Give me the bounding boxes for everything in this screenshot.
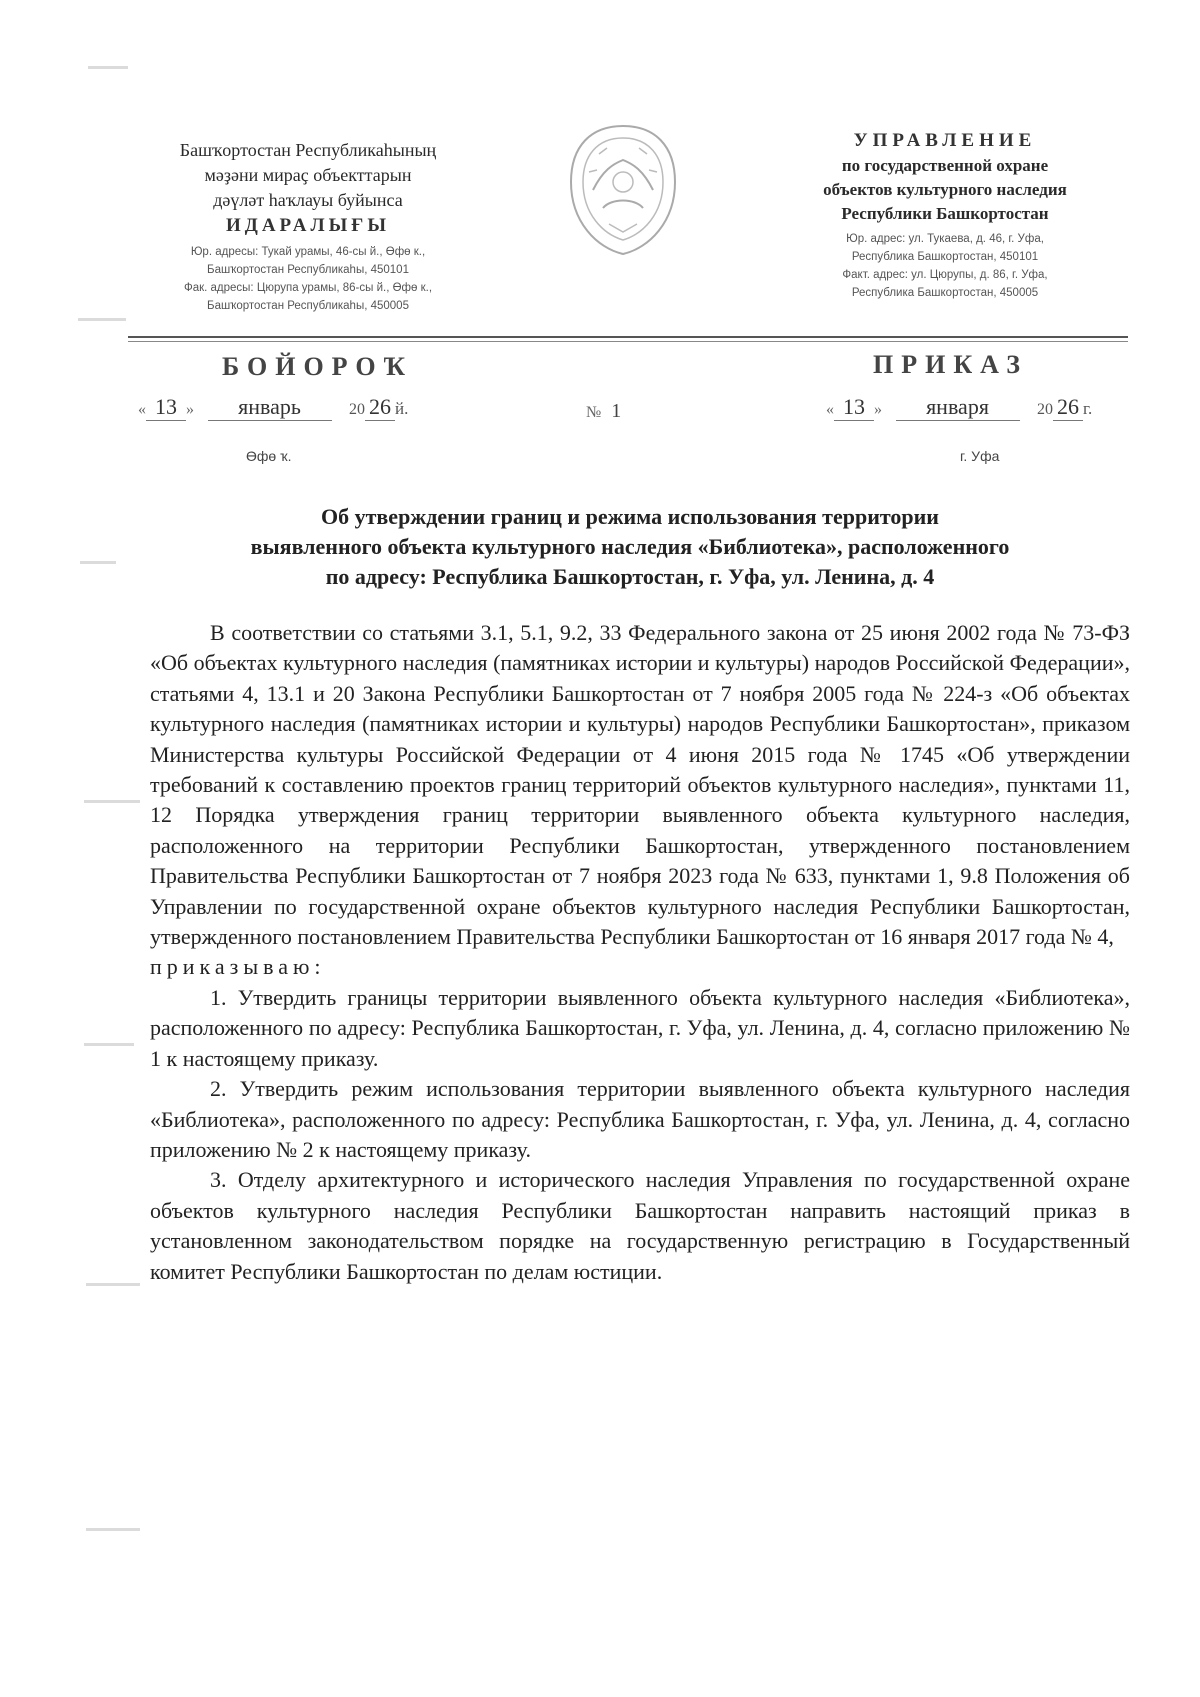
- order-item-2: 2. Утвердить режим использования территории выявленного объекта культурного наследия «Библиотека», расположенного по адресу: Республика Башкортостан, г. Уфа, ул. Ленина, д. 4, согласно приложению № 2 к настоящему приказу.: [150, 1076, 1130, 1162]
- org-name-line: Республики Башкортостан: [841, 204, 1049, 223]
- org-address: Юр. адресы: Тукай урамы, 46-сы й., Өфө к., Башҡортостан Республикаһы, 450101 Фак. адресы: Цюрупа урамы, 86-сы й., Өфө к., Башҡортостан Республикаһы, 450005: [183, 246, 433, 312]
- scan-speck: [84, 800, 140, 803]
- scan-speck: [86, 1283, 140, 1286]
- org-name-line: дәүләт һаҡлауы буйынса: [213, 190, 403, 210]
- date-day: 13: [146, 394, 186, 421]
- org-title: ИДАРАЛЫҒЫ: [225, 215, 391, 236]
- city-russian: г. Уфа: [960, 448, 1000, 464]
- order-item-3: 3. Отделу архитектурного и исторического наследия Управления по государственной охране объектов культурного наследия Республики Башкортостан направить настоящий приказ в установленном законодательством порядке на государственную регистрацию в Государственный комитет Республики Башкортостан по делам юстиции.: [150, 1167, 1130, 1284]
- order-number: № 1: [586, 400, 622, 422]
- order-item-1: 1. Утвердить границы территории выявленного объекта культурного наследия «Библиотека», расположенного по адресу: Республика Башкортостан, г. Уфа, ул. Ленина, д. 4, согласно приложению № 1 к настоящему приказу.: [150, 984, 1130, 1071]
- date-month: января: [896, 394, 1020, 421]
- date-month: январь: [208, 394, 332, 421]
- org-title: УПРАВЛЕНИЕ: [853, 130, 1037, 151]
- org-name-line: объектов культурного наследия: [823, 180, 1067, 199]
- org-name-line: Башҡортостан Республикаһының: [179, 140, 437, 160]
- header-divider: [128, 341, 1128, 342]
- scan-speck: [78, 318, 126, 321]
- coat-of-arms-icon: [563, 120, 683, 260]
- scan-speck: [88, 66, 128, 69]
- doc-type-russian: ПРИКАЗ: [873, 350, 1029, 379]
- scan-speck: [80, 561, 116, 564]
- city-bashkir: Өфө ҡ.: [246, 448, 292, 464]
- date-day: 13: [834, 394, 874, 421]
- header-divider: [128, 336, 1128, 338]
- doc-type-bashkir: БОЙОРОҠ: [222, 352, 414, 381]
- letterhead-russian: [760, 128, 1130, 302]
- document-body: [150, 618, 1130, 1287]
- org-name-line: мәҙәни мираҫ объекттарын: [204, 165, 412, 185]
- date-year: 26: [365, 394, 395, 421]
- letterhead-bashkir: [128, 138, 488, 315]
- preamble-paragraph: В соответствии со статьями 3.1, 5.1, 9.2, 33 Федерального закона от 25 июня 2002 года № 73-ФЗ «Об объектах культурного наследия (памятниках истории и культуры) народов Российской Федерации», статьями 4, 13.1 и 20 Закона Республики Башкортостан от 7 ноября 2005 года № 224-з «Об объектах культурного наследия (памятниках истории и культуры) народов Республики Башкортостан», приказом Министерства культуры Российской Федерации от 4 июня 2015 года № 1745 «Об утверждении требований к составлению проектов границ территорий объектов культурного наследия», пунктами 11, 12 Порядка утверждения границ территории выявленного объекта культурного наследия, расположенного на территории Республики Башкортостан, утвержденного постановлением Правительства Республики Башкортостан от 7 ноября 2023 года № 633, пунктами 1, 9.8 Положения об Управлении по государственной охране объектов культурного наследия Республики Башкортостан, утвержденного постановлением Правительства Республики Башкортостан от 16 января 2017 года № 4, приказываю:: [150, 618, 1130, 983]
- date-bashkir: « 13 » январь 20 26 й.: [138, 394, 409, 419]
- scan-speck: [84, 1043, 134, 1046]
- order-word: приказываю:: [150, 954, 326, 980]
- org-name-line: по государственной охране: [841, 156, 1049, 175]
- scan-speck: [86, 1528, 140, 1531]
- document-title: Об утверждении границ и режима использования территории выявленного объекта культурного наследия «Библиотека», расположенного по адресу: Республика Башкортостан, г. Уфа, ул. Ленина, д. 4: [250, 504, 1010, 589]
- date-russian: « 13 » января 20 26 г.: [826, 394, 1093, 419]
- org-address: Юр. адрес: ул. Тукаева, д. 46, г. Уфа, Республика Башкортостан, 450101 Факт. адрес: ул. Цюрупы, д. 86, г. Уфа, Республика Башкортостан, 450005: [842, 233, 1048, 299]
- date-year: 26: [1053, 394, 1083, 421]
